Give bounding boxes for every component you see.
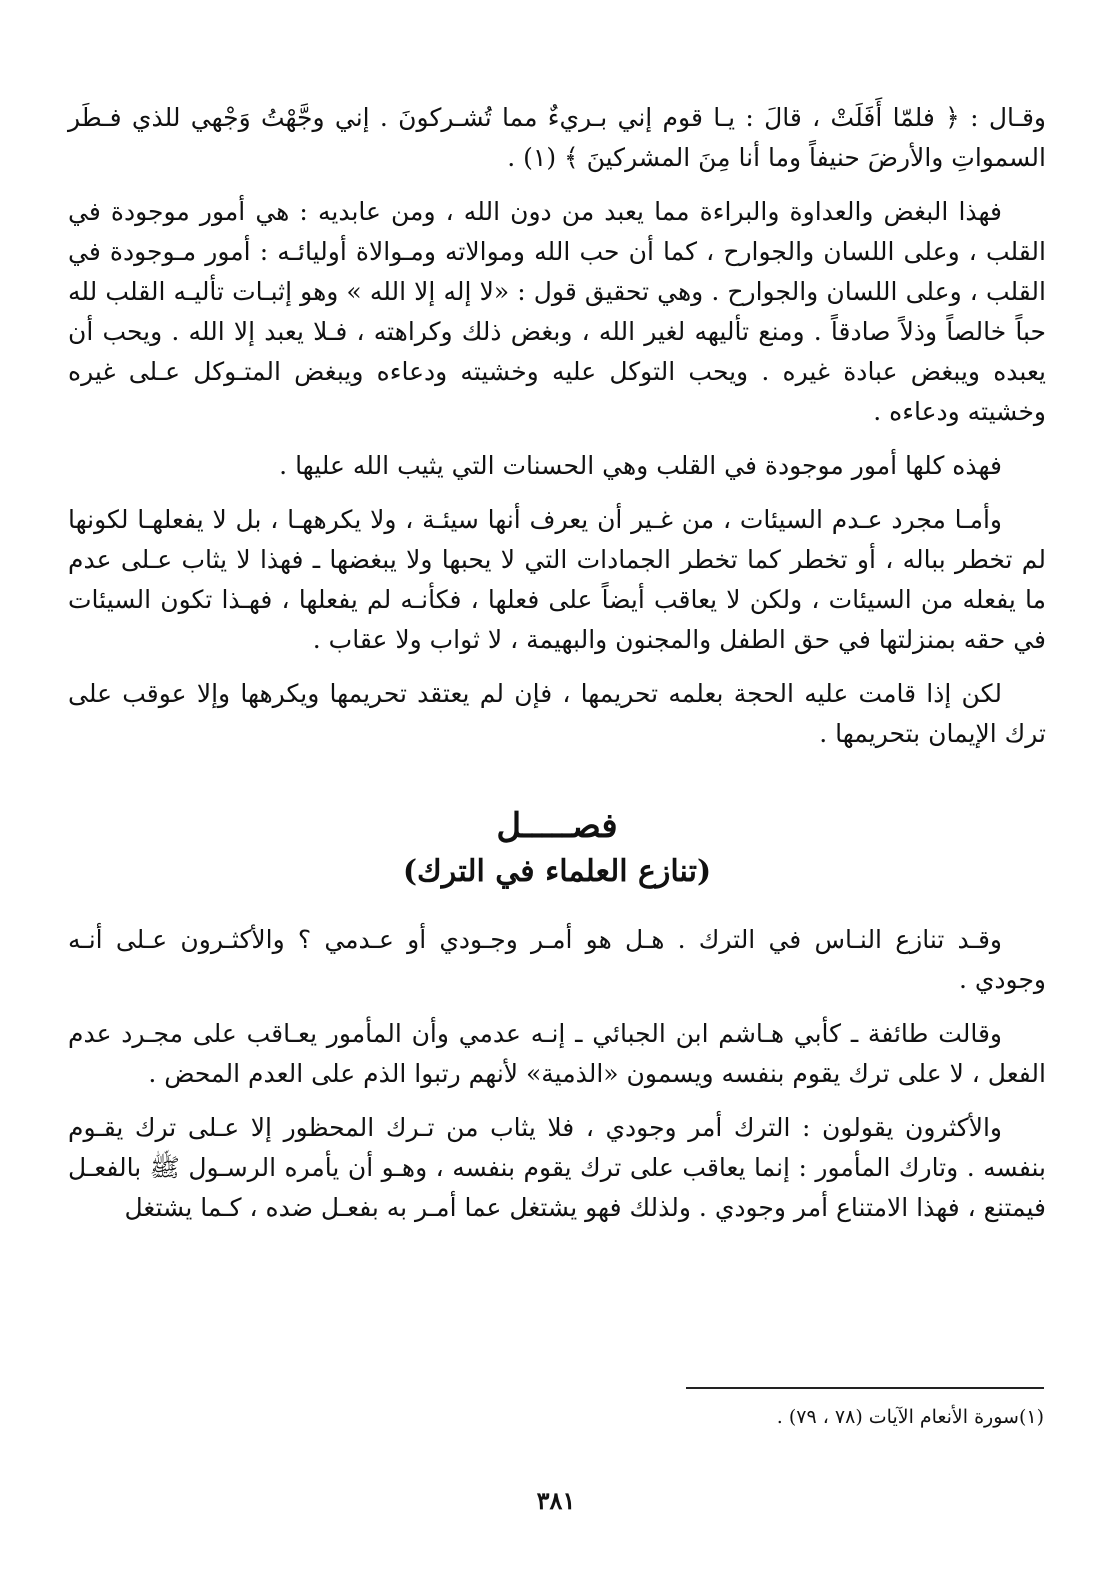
paragraph-quran-verse: وقـال : ﴿ فلمّا أَفَلَتْ ، قالَ : يـا قوم إني بـريءٌ مما تُشـركونَ . إني وجَّهْتُ وَجْهي للذي فـطَر السمواتِ والأرضَ حنيفاً وما أنا مِنَ المشركينَ ﴾ (١) .: [68, 103, 1046, 172]
paragraph-good-deeds: فهذه كلها أمور موجودة في القلب وهي الحسنات التي يثيب الله عليها .: [279, 451, 1002, 480]
footnote-divider: [686, 1387, 1044, 1389]
paragraph-absence-of-sins: وأمـا مجرد عـدم السيئات ، من غـير أن يعرف أنها سيئـة ، ولا يكرههـا ، بل لا يفعلهـا لكونها لم تخطر بباله ، أو تخطر كما تخطر الجمادات التي لا يحبها ولا يبغضها ـ فهذا لا يثاب عـلى عدم ما يفعله من السيئات ، ولكن لا يعاقب أيضاً على فعلها ، فكأنـه لم يفعلها ، فهـذا تكون السيئات في حقه بمنزلتها في حق الطفل والمجنون والبهيمة ، لا ثواب ولا عقاب .: [68, 505, 1046, 654]
section-title: فصـــــل: [496, 806, 618, 846]
footnote: (١)سورة الأنعام الآيات (٧٨ ، ٧٩) .: [776, 1406, 1044, 1428]
paragraph-dispute-on-abandonment: وقـد تنازع النـاس في الترك . هـل هو أمـر وجـودي أو عـدمي ؟ والأكثـرون عـلى أنـه وجودي .: [68, 925, 1046, 994]
page-number: ٣٨١: [536, 1486, 576, 1515]
page-body: [68, 98, 1046, 1242]
paragraph-proof-established: لكن إذا قامت عليه الحجة بعلمه تحريمها ، فإن لم يعتقد تحريمها ويكرهها وإلا عوقب على ترك الإيمان بتحريمها .: [68, 679, 1046, 748]
paragraph-jubbai-view: وقالت طائفة ـ كأبي هـاشم ابن الجبائي ـ إنـه عدمي وأن المأمور يعـاقب على مجـرد عدم الفعل ، لا على ترك يقوم بنفسه ويسمون «الذمية» لأنهم رتبوا الذم على العدم المحض .: [68, 1019, 1046, 1088]
paragraph-hatred-enmity: فهذا البغض والعداوة والبراءة مما يعبد من دون الله ، ومن عابديه : هي أمور موجودة في القلب ، وعلى اللسان والجوارح ، كما أن حب الله وموالاته ومـوالاة أوليائـه : أمور مـوجودة في القلب ، وعلى اللسان والجوارح . وهي تحقيق قول : «لا إله إلا الله » وهو إثبـات تأليـه القلب لله حباً خالصاً وذلاً صادقاً . ومنع تأليهه لغير الله ، وبغض ذلك وكراهته ، فـلا يعبد إلا الله . ويحب أن يعبده ويبغض عبادة غيره . ويحب التوكل عليه وخشيته ودعاءه ويبغض المتـوكل عـلى غيره وخشيته ودعاءه .: [68, 197, 1046, 426]
paragraph-majority-view: والأكثرون يقولون : الترك أمر وجودي ، فلا يثاب من تـرك المحظور إلا عـلى ترك يقـوم بنفسه . وتارك المأمور : إنما يعاقب على ترك يقوم بنفسه ، وهـو أن يأمره الرسـول ﷺ بالفعـل فيمتنع ، فهذا الامتناع أمر وجودي . ولذلك فهو يشتغل عما أمـر به بفعـل ضده ، كـما يشتغل: [68, 1113, 1046, 1222]
section-subtitle: (تنازع العلماء في الترك): [402, 854, 712, 889]
